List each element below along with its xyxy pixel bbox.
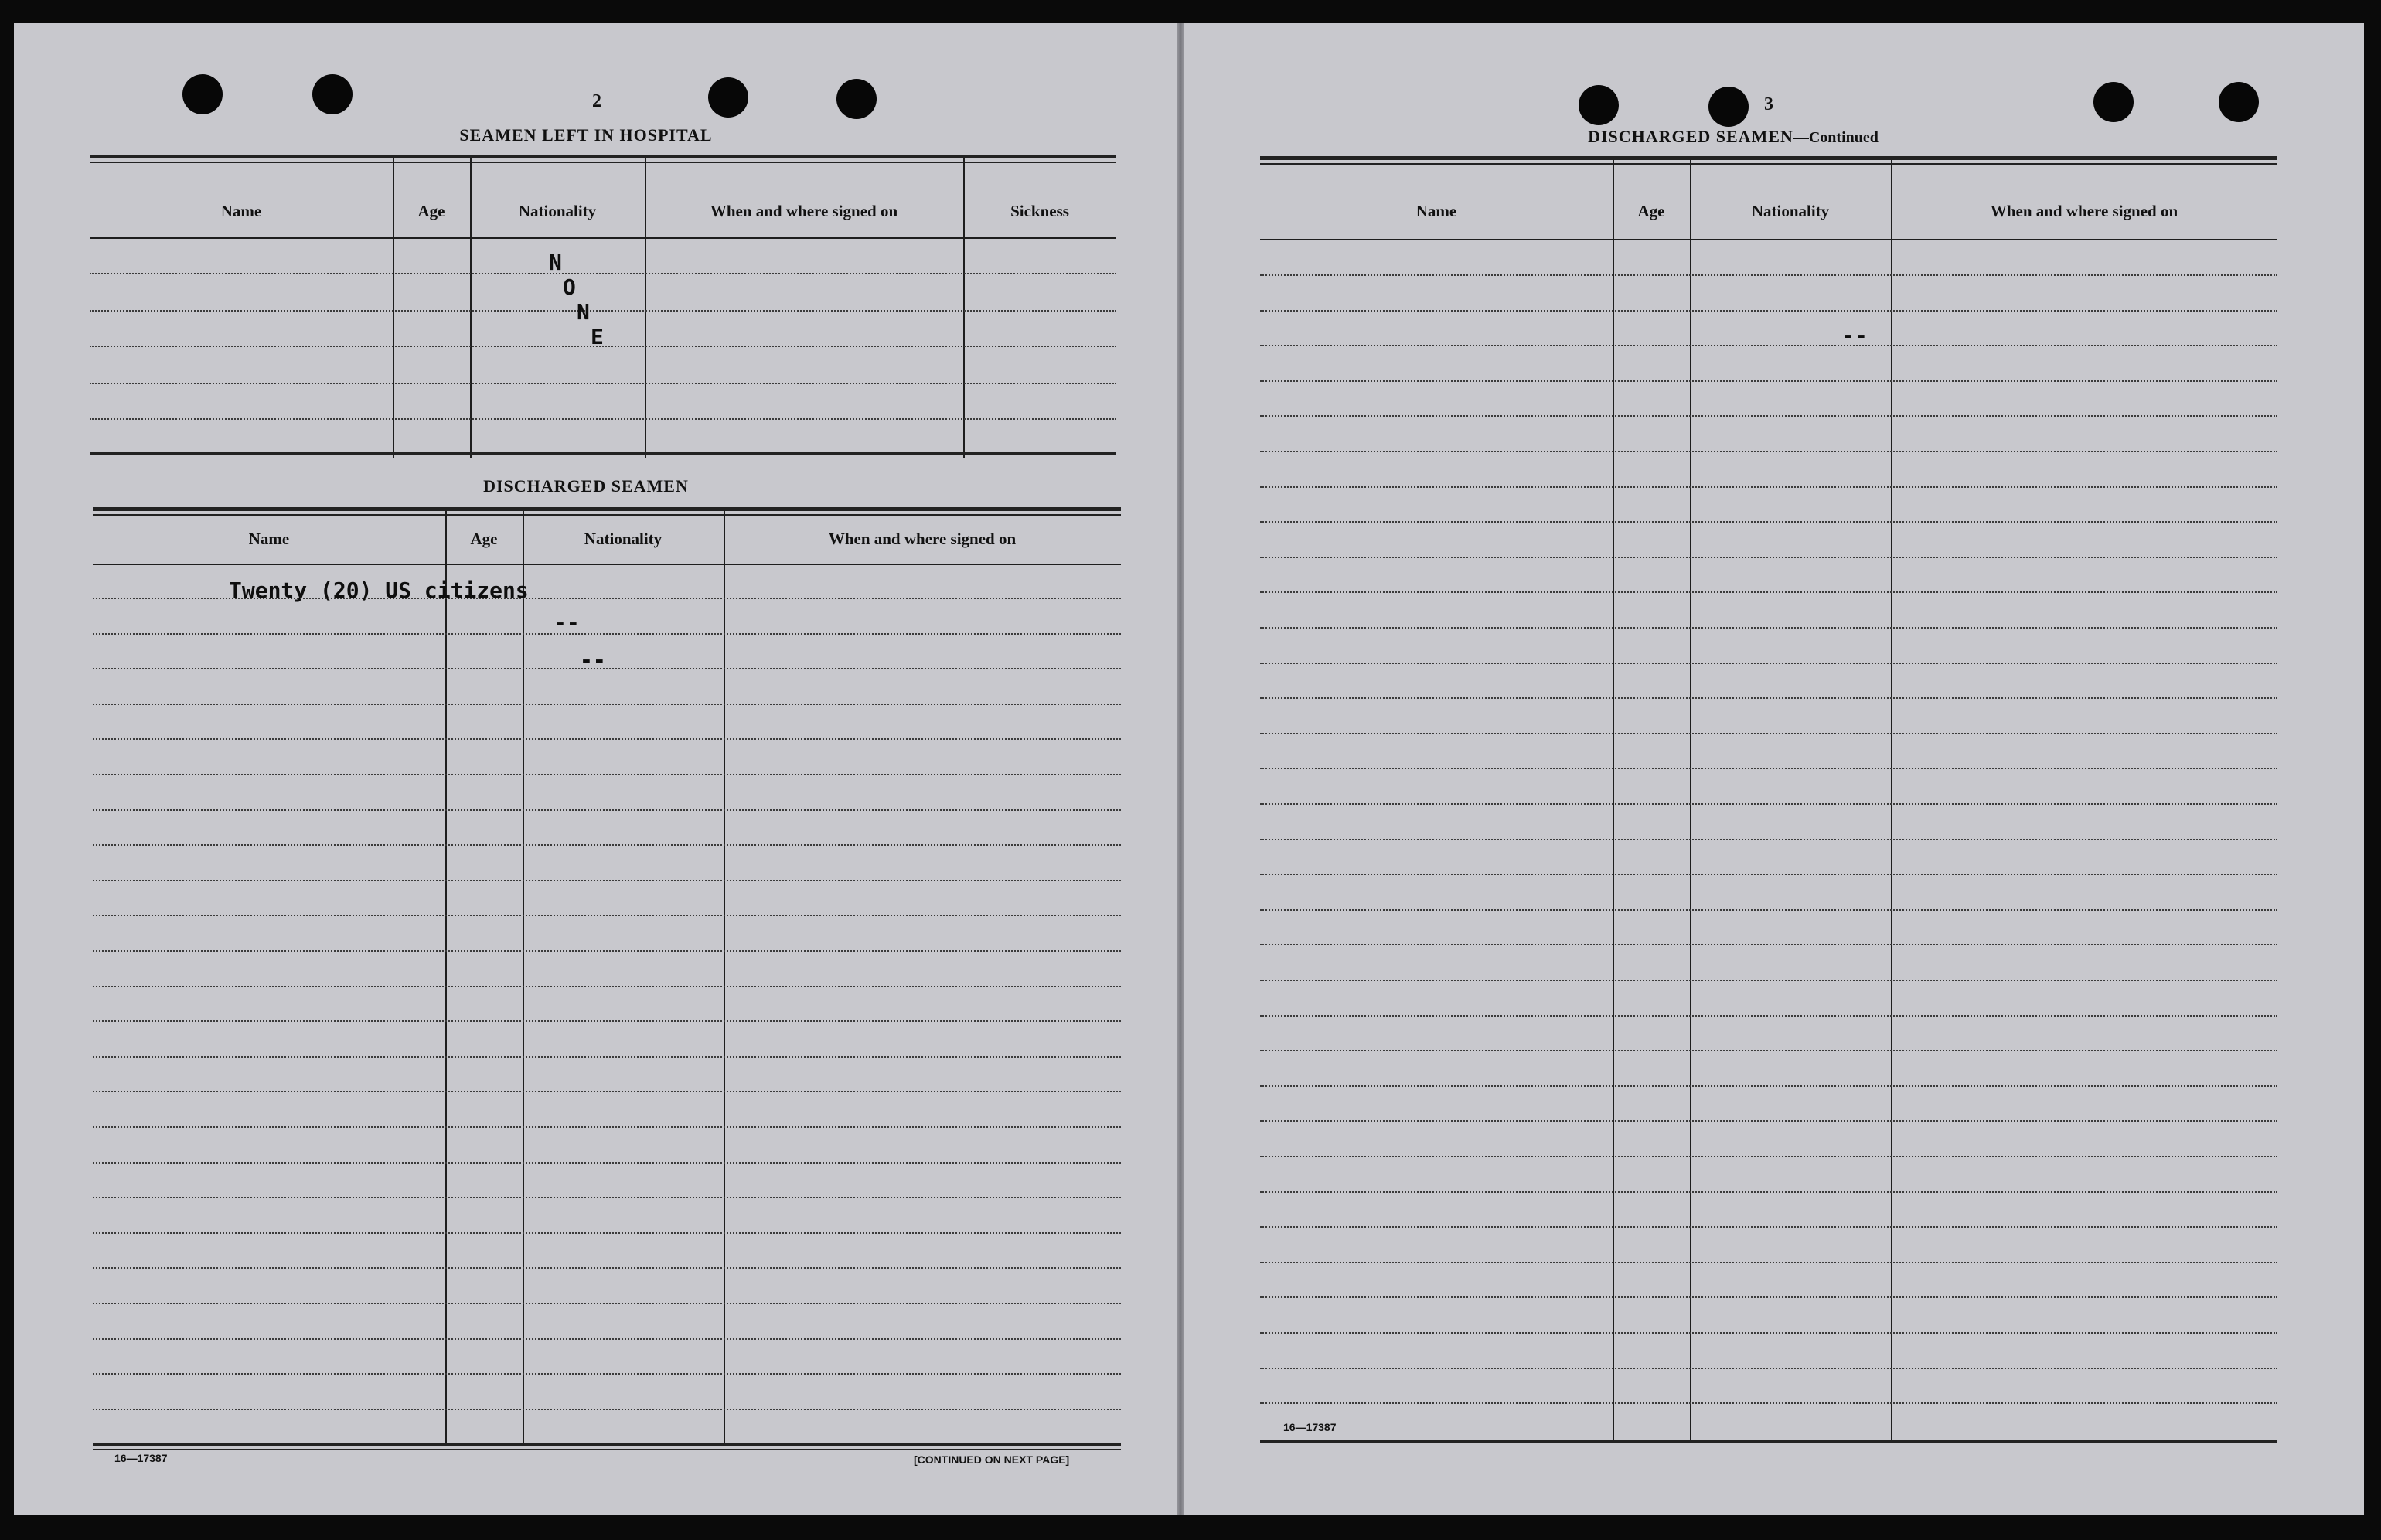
ruled-line — [93, 1197, 1121, 1198]
ruled-line — [1260, 1368, 2277, 1369]
ruled-line — [1260, 486, 2277, 488]
ruled-line — [93, 1232, 1121, 1234]
punch-hole — [708, 77, 748, 118]
punch-hole — [2219, 82, 2259, 122]
ruled-line — [93, 915, 1121, 916]
ruled-line — [1260, 1402, 2277, 1404]
ruled-line — [1260, 627, 2277, 629]
punch-hole — [312, 74, 353, 114]
typed-letter: E — [591, 324, 604, 349]
continued-note: [CONTINUED ON NEXT PAGE] — [914, 1453, 1070, 1466]
left-page — [14, 23, 1177, 1515]
ruled-line — [1260, 310, 2277, 312]
col-header-age: Age — [1637, 202, 1665, 220]
ruled-line — [1260, 1191, 2277, 1193]
form-number: 16—17387 — [1283, 1421, 1337, 1433]
ruled-line — [1260, 274, 2277, 276]
ruled-line — [93, 598, 1121, 599]
typed-discharged-entry: Twenty (20) US citizens — [229, 578, 529, 603]
ruled-line — [1260, 663, 2277, 664]
ruled-line — [1260, 1262, 2277, 1263]
ruled-line — [93, 950, 1121, 952]
ruled-line — [1260, 980, 2277, 981]
ruled-line — [1260, 380, 2277, 382]
ruled-line — [1260, 839, 2277, 840]
ruled-line — [1260, 909, 2277, 911]
discharged-continued-table — [1260, 156, 2277, 1451]
ruled-line — [93, 774, 1121, 775]
col-header-name: Name — [248, 530, 290, 548]
ruled-line — [1260, 451, 2277, 452]
punch-hole — [1579, 85, 1619, 125]
ruled-line — [93, 1091, 1121, 1092]
ruled-line — [93, 1338, 1121, 1340]
ruled-line — [93, 668, 1121, 669]
ruled-line — [93, 633, 1121, 635]
ruled-line — [93, 1020, 1121, 1022]
ruled-line — [93, 1162, 1121, 1164]
col-header-signed-on: When and where signed on — [1990, 202, 2178, 220]
col-header-nationality: Nationality — [584, 530, 663, 548]
ruled-line — [1260, 1120, 2277, 1122]
ruled-line — [1260, 733, 2277, 734]
typed-letter: N — [577, 299, 590, 325]
ruled-line — [93, 986, 1121, 987]
ruled-line — [93, 844, 1121, 846]
punch-hole — [2093, 82, 2134, 122]
ruled-line — [93, 1409, 1121, 1410]
ruled-line — [1260, 1332, 2277, 1334]
ruled-line — [93, 880, 1121, 881]
col-header-name: Name — [1415, 202, 1457, 220]
page-number: 2 — [592, 91, 601, 111]
punch-hole — [182, 74, 223, 114]
ruled-line — [1260, 1226, 2277, 1228]
hospital-table — [90, 155, 1116, 460]
ruled-line — [1260, 591, 2277, 593]
discharged-table — [93, 507, 1121, 1454]
ruled-line — [1260, 521, 2277, 523]
ruled-line — [93, 1303, 1121, 1304]
page-number: 3 — [1764, 94, 1773, 114]
punch-hole — [836, 79, 877, 119]
ruled-line — [1260, 557, 2277, 558]
ruled-line — [1260, 944, 2277, 945]
ruled-line — [1260, 1085, 2277, 1087]
col-header-age: Age — [417, 202, 445, 220]
typed-dash: -- — [580, 647, 606, 673]
hospital-section-title: SEAMEN LEFT IN HOSPITAL — [459, 125, 713, 145]
discharged-section-title: DISCHARGED SEAMEN — [483, 476, 689, 496]
ruled-line — [1260, 345, 2277, 346]
punch-hole — [1708, 87, 1749, 127]
col-header-sickness: Sickness — [1010, 202, 1069, 220]
ruled-line — [93, 1126, 1121, 1128]
ruled-line — [93, 1267, 1121, 1269]
ruled-line — [1260, 415, 2277, 417]
col-header-nationality: Nationality — [1751, 202, 1830, 220]
ruled-line — [1260, 697, 2277, 699]
discharged-continued-title: DISCHARGED SEAMEN—Continued — [1588, 127, 1879, 146]
page-fold — [1177, 23, 1184, 1515]
typed-letter: N — [549, 250, 562, 275]
ruled-line — [1260, 1050, 2277, 1051]
ruled-line — [1260, 1296, 2277, 1298]
ruled-line — [1260, 768, 2277, 769]
ruled-line — [93, 1373, 1121, 1375]
form-number: 16—17387 — [114, 1452, 168, 1464]
ruled-line — [1260, 1015, 2277, 1017]
typed-dash: -- — [554, 610, 580, 635]
col-header-nationality: Nationality — [518, 202, 597, 220]
ruled-line — [93, 809, 1121, 811]
ruled-line — [1260, 803, 2277, 805]
col-header-signed-on: When and where signed on — [710, 202, 898, 220]
ruled-line — [1260, 1156, 2277, 1157]
typed-dash: -- — [1841, 322, 1868, 348]
col-header-age: Age — [470, 530, 498, 548]
right-page — [1184, 23, 2364, 1515]
ruled-line — [1260, 874, 2277, 875]
typed-letter: O — [563, 274, 576, 300]
ruled-line — [93, 704, 1121, 705]
col-header-signed-on: When and where signed on — [828, 530, 1017, 548]
col-header-name: Name — [220, 202, 262, 220]
ruled-line — [93, 738, 1121, 740]
ruled-line — [93, 1056, 1121, 1058]
